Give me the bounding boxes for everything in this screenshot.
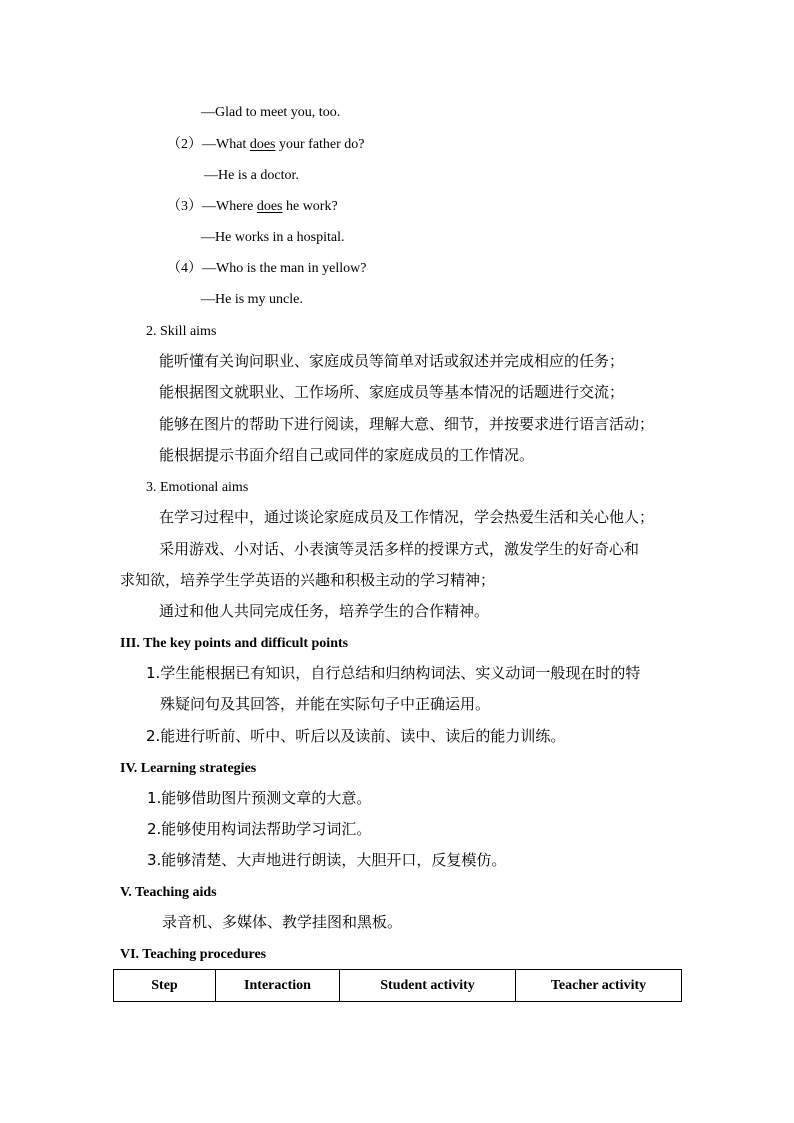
emotional-aim-item: 通过和他人共同完成任务，培养学生的合作精神。 <box>159 602 490 620</box>
teaching-aids-text: 录音机、多媒体、教学挂图和黑板。 <box>162 913 403 931</box>
procedures-table <box>113 969 682 1002</box>
key-point-item-cont: 殊疑问句及其回答，并能在实际句子中正确运用。 <box>160 695 491 713</box>
skill-aim-item: 能够在图片的帮助下进行阅读，理解大意、细节，并按要求进行语言活动； <box>159 415 655 433</box>
table-header-row <box>114 970 682 1002</box>
dialogue-3-question: （3）—Where does he work? <box>167 199 338 214</box>
teaching-procedures-heading: VI. Teaching procedures <box>120 947 267 962</box>
skill-aim-item: 能根据图文就职业、工作场所、家庭成员等基本情况的话题进行交流； <box>159 383 625 401</box>
teaching-aids-heading: V. Teaching aids <box>120 885 217 900</box>
dialogue-4-answer: —He is my uncle. <box>201 292 303 307</box>
dialogue-1-answer: —Glad to meet you, too. <box>201 105 341 120</box>
key-point-item: 1.学生能根据已有知识，自行总结和归纳构词法、实义动词一般现在时的特 <box>146 664 641 682</box>
key-point-item: 2.能进行听前、听中、听后以及读前、读中、读后的能力训练。 <box>146 727 566 745</box>
column-header-step: Step <box>114 970 216 1002</box>
skill-aim-item: 能根据提示书面介绍自己或同伴的家庭成员的工作情况。 <box>159 446 535 464</box>
emotional-aim-item: 在学习过程中，通过谈论家庭成员及工作情况，学会热爱生活和关心他人； <box>159 508 655 526</box>
emotional-aims-heading: 3. Emotional aims <box>146 480 249 495</box>
dialogue-4-question: （4）—Who is the man in yellow? <box>167 261 367 276</box>
dialogue-2-question: （2）—What does your father do? <box>167 137 365 152</box>
emotional-aim-item-cont: 求知欲，培养学生学英语的兴趣和积极主动的学习精神； <box>120 571 496 589</box>
learning-strategy-item: 1.能够借助图片预测文章的大意。 <box>147 789 372 807</box>
underlined-word: does <box>249 137 276 152</box>
skill-aims-heading: 2. Skill aims <box>146 324 217 339</box>
dialogue-3-answer: —He works in a hospital. <box>201 230 345 245</box>
skill-aim-item: 能听懂有关询问职业、家庭成员等简单对话或叙述并完成相应的任务； <box>159 352 625 370</box>
learning-strategy-item: 3.能够清楚、大声地进行朗读，大胆开口，反复模仿。 <box>147 851 507 869</box>
emotional-aim-item: 采用游戏、小对话、小表演等灵活多样的授课方式，激发学生的好奇心和 <box>159 540 640 558</box>
dialogue-number: （2） <box>167 137 202 152</box>
dialogue-number: （3） <box>167 199 202 214</box>
column-header-interaction: Interaction <box>216 970 340 1002</box>
dialogue-number: （4） <box>167 261 202 276</box>
learning-strategies-heading: IV. Learning strategies <box>120 761 257 776</box>
learning-strategy-item: 2.能够使用构词法帮助学习词汇。 <box>147 820 372 838</box>
underlined-word: does <box>256 199 283 214</box>
column-header-student-activity: Student activity <box>340 970 516 1002</box>
key-points-heading: III. The key points and difficult points <box>120 636 349 651</box>
dialogue-2-answer: —He is a doctor. <box>204 168 299 183</box>
column-header-teacher-activity: Teacher activity <box>516 970 682 1002</box>
